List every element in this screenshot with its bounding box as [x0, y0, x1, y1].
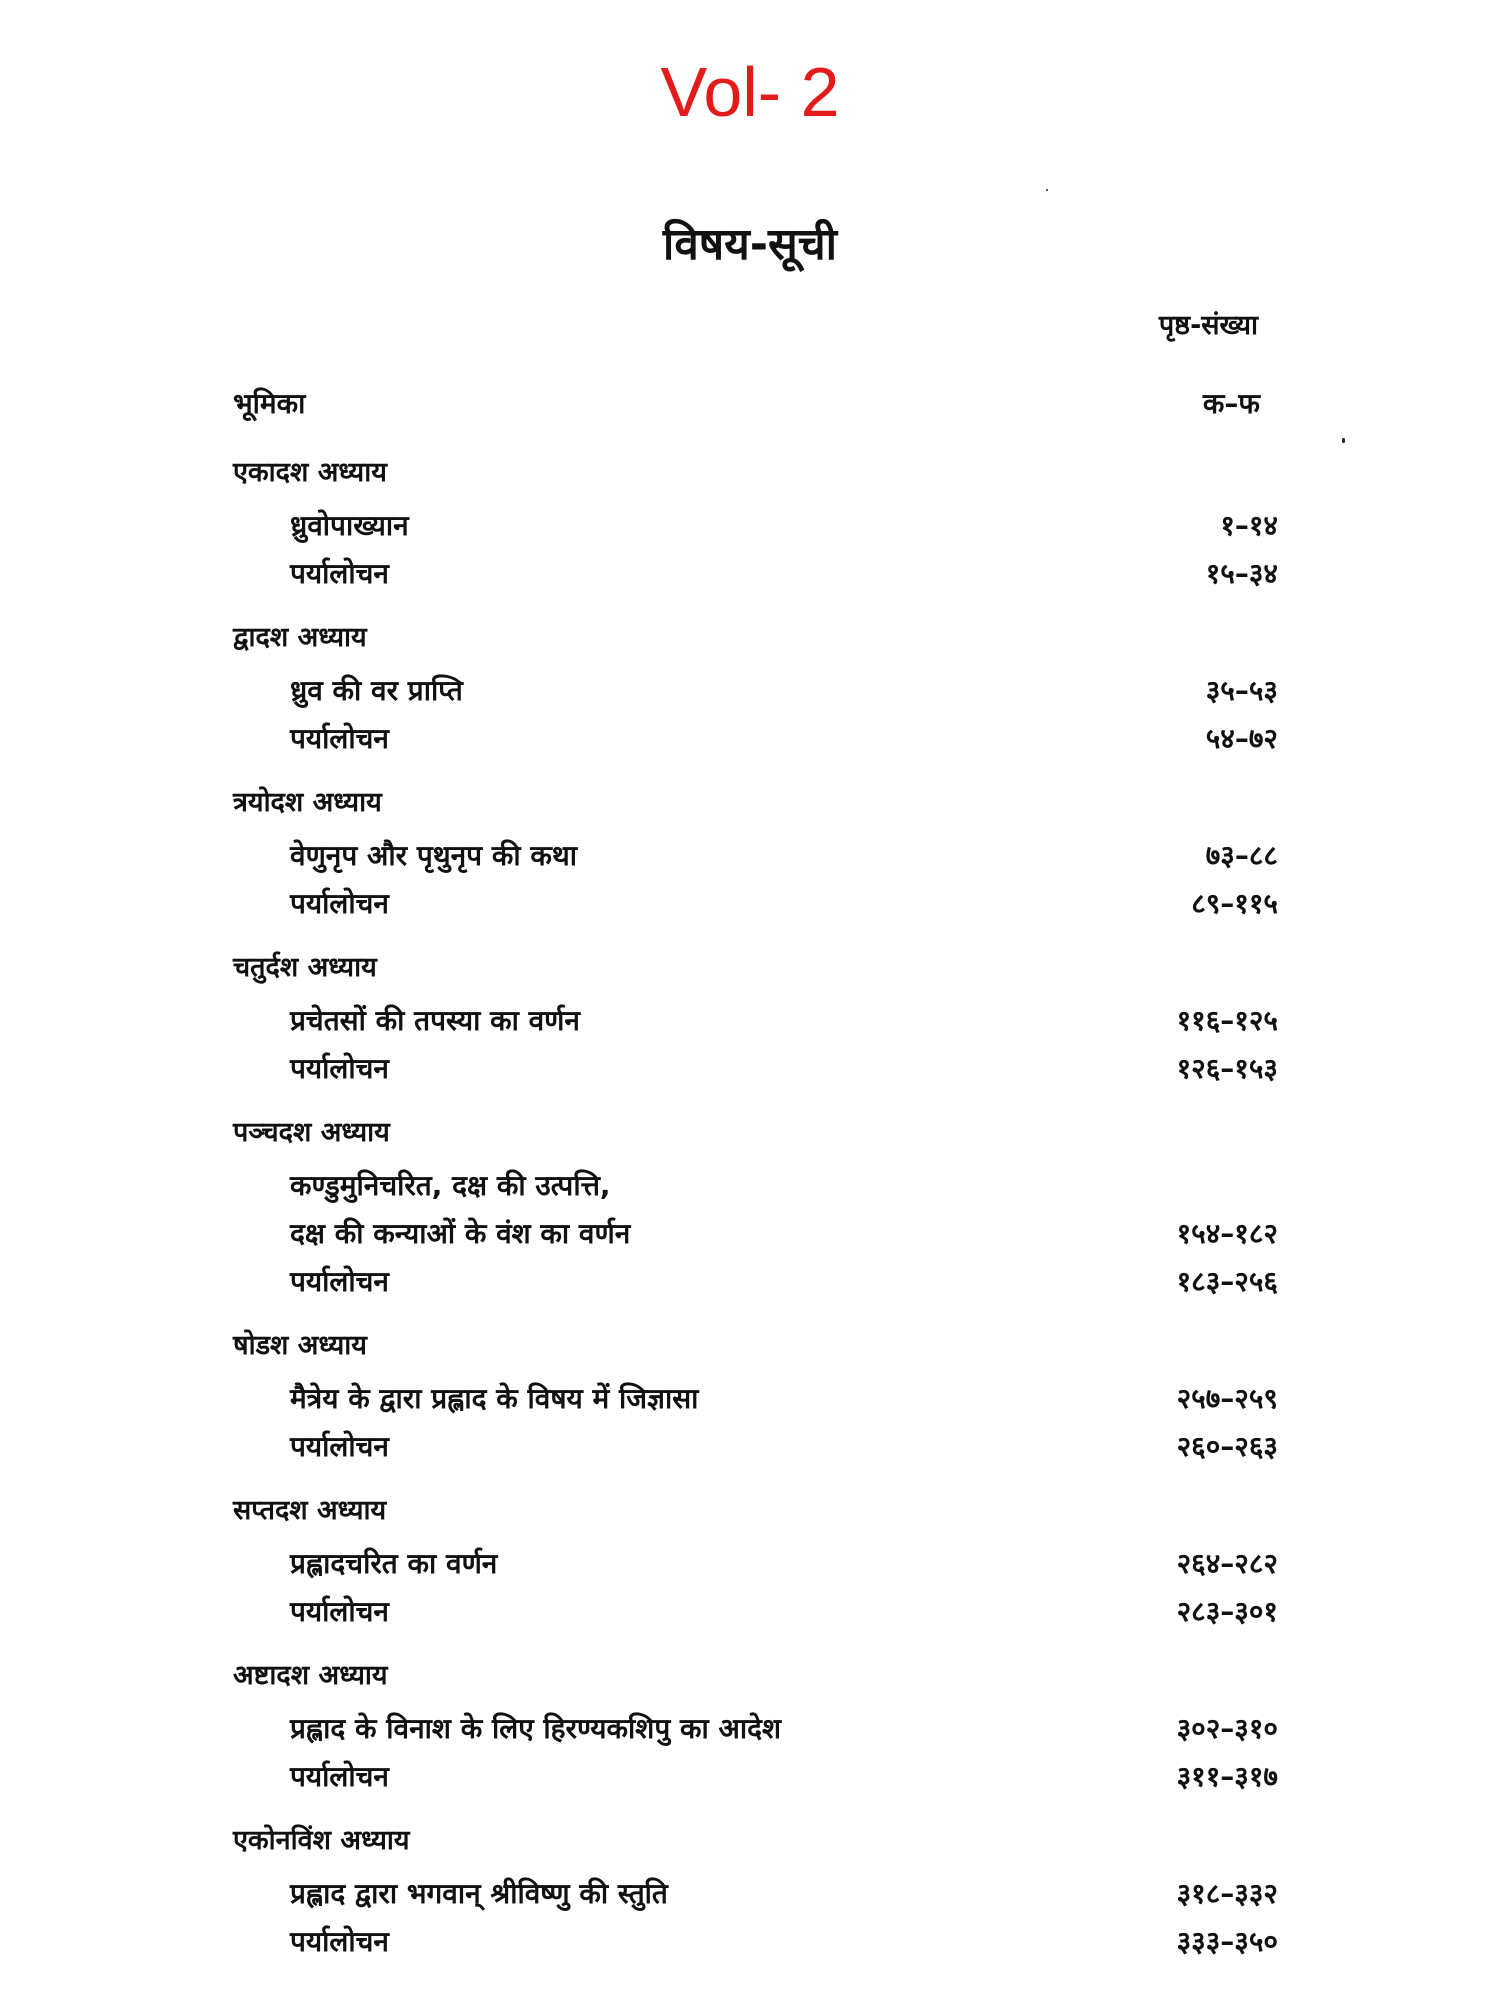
toc-entry-title: पर्यालोचन: [290, 1925, 389, 1958]
toc-entry-pages: ३११–३१७: [1176, 1760, 1278, 1793]
toc-entry-title: पर्यालोचन: [290, 557, 389, 590]
toc-chapter-heading: [233, 1104, 1278, 1162]
toc-entry-pages: १–१४: [1220, 509, 1278, 542]
toc-entry: [233, 997, 1278, 1045]
page-title: विषय-सूची: [662, 219, 838, 270]
chapter-title: षोडश अध्याय: [233, 1330, 367, 1361]
scan-speck: [1342, 438, 1345, 443]
toc-entry-title: कण्डुमुनिचरित, दक्ष की उत्पत्ति,: [290, 1169, 611, 1202]
toc-entry-pages: १२६–१५३: [1176, 1052, 1278, 1085]
toc-entry: [233, 1210, 1278, 1258]
toc-entry: [233, 1870, 1278, 1918]
toc-entry-title: ध्रुव की वर प्राप्ति: [290, 674, 463, 707]
page-number-column-header: पृष्ठ-संख्या: [1158, 310, 1258, 341]
toc-entry: [233, 1588, 1278, 1636]
toc-entry-line: [233, 1162, 1278, 1210]
toc-entry-title: पर्यालोचन: [290, 1595, 389, 1628]
volume-label: Vol- 2: [660, 53, 840, 131]
toc-chapter-heading: [233, 1812, 1278, 1870]
toc-entry-pages: २६४–२८२: [1176, 1547, 1278, 1580]
toc-entry-pages: २६०–२६३: [1176, 1430, 1278, 1463]
toc-entry-title: पर्यालोचन: [290, 887, 389, 920]
toc-chapter-heading: [233, 1317, 1278, 1375]
toc-entry-title: पर्यालोचन: [290, 1760, 389, 1793]
toc-entry-title: प्रचेतसों की तपस्या का वर्णन: [290, 1004, 580, 1037]
toc-entry: [233, 1753, 1278, 1801]
toc-entry-title: पर्यालोचन: [290, 1052, 389, 1085]
toc-entry-title: प्रह्लादचरित का वर्णन: [290, 1547, 498, 1580]
toc-chapter-heading: [233, 774, 1278, 832]
chapter-title: चतुर्दश अध्याय: [233, 952, 377, 983]
toc-entry-pages: १५४–१८२: [1176, 1217, 1278, 1250]
toc-entry: [233, 1540, 1278, 1588]
toc-entry-pages: ७३–८८: [1205, 839, 1278, 872]
toc-entry: [233, 502, 1278, 550]
toc-entry: [233, 1918, 1278, 1966]
toc-entry-pages: १८३–२५६: [1176, 1265, 1278, 1298]
chapter-title: एकादश अध्याय: [233, 457, 387, 488]
toc-entry: [233, 550, 1278, 598]
toc-entry-title: पर्यालोचन: [290, 1430, 389, 1463]
toc-entry: [233, 715, 1278, 763]
toc-entry-pages: ३१८–३३२: [1176, 1877, 1278, 1910]
toc-entry-title: पर्यालोचन: [290, 1265, 389, 1298]
toc-entry-title: पर्यालोचन: [290, 722, 389, 755]
toc-entry-title: प्रह्लाद द्वारा भगवान् श्रीविष्णु की स्तुति: [290, 1877, 668, 1910]
toc-entry-title: प्रह्लाद के विनाश के लिए हिरण्यकशिपु का आदेश: [290, 1712, 782, 1745]
toc-entry-pages: ११६–१२५: [1176, 1004, 1278, 1037]
toc-entry-pages: २८३–३०१: [1176, 1595, 1278, 1628]
toc-entry-pages: क–फ: [1202, 387, 1260, 420]
chapter-title: त्रयोदश अध्याय: [233, 787, 382, 818]
toc-entry-pages: ५४–७२: [1205, 722, 1278, 755]
toc-entry-pages: ३५–५३: [1205, 674, 1278, 707]
toc-entry-pages: ८९–११५: [1191, 887, 1278, 920]
toc-entry: [233, 667, 1278, 715]
chapter-title: सप्तदश अध्याय: [233, 1495, 387, 1526]
toc-chapter-heading: [233, 444, 1278, 502]
toc-entry: [233, 1045, 1278, 1093]
toc-chapter-heading: [233, 1647, 1278, 1705]
toc-entry-pages: १५–३४: [1205, 557, 1278, 590]
toc-entry-pages: २५७–२५९: [1176, 1382, 1278, 1415]
toc-entry-title: भूमिका: [233, 387, 306, 420]
toc-chapter-heading: [233, 939, 1278, 997]
table-of-contents: [233, 375, 1278, 1966]
toc-entry: [233, 880, 1278, 928]
toc-chapter-heading: [233, 1482, 1278, 1540]
toc-row-intro: [233, 375, 1278, 433]
toc-entry: [233, 832, 1278, 880]
chapter-title: पञ्चदश अध्याय: [233, 1117, 390, 1148]
toc-entry-pages: ३०२–३१०: [1176, 1712, 1278, 1745]
toc-entry: [233, 1375, 1278, 1423]
chapter-title: अष्टादश अध्याय: [233, 1660, 388, 1691]
chapter-title: एकोनविंश अध्याय: [233, 1825, 410, 1856]
toc-entry-title: मैत्रेय के द्वारा प्रह्लाद के विषय में जिज्ञासा: [290, 1382, 699, 1415]
toc-entry: [233, 1705, 1278, 1753]
toc-entry-title: वेणुनृप और पृथुनृप की कथा: [290, 839, 577, 872]
toc-chapter-heading: [233, 609, 1278, 667]
scan-speck: [1046, 189, 1048, 191]
toc-entry-pages: ३३३–३५०: [1176, 1925, 1278, 1958]
toc-entry-title: ध्रुवोपाख्यान: [290, 509, 409, 542]
chapter-title: द्वादश अध्याय: [233, 622, 367, 653]
toc-entry: [233, 1258, 1278, 1306]
toc-entry: [233, 1423, 1278, 1471]
toc-entry-title: दक्ष की कन्याओं के वंश का वर्णन: [290, 1217, 631, 1250]
